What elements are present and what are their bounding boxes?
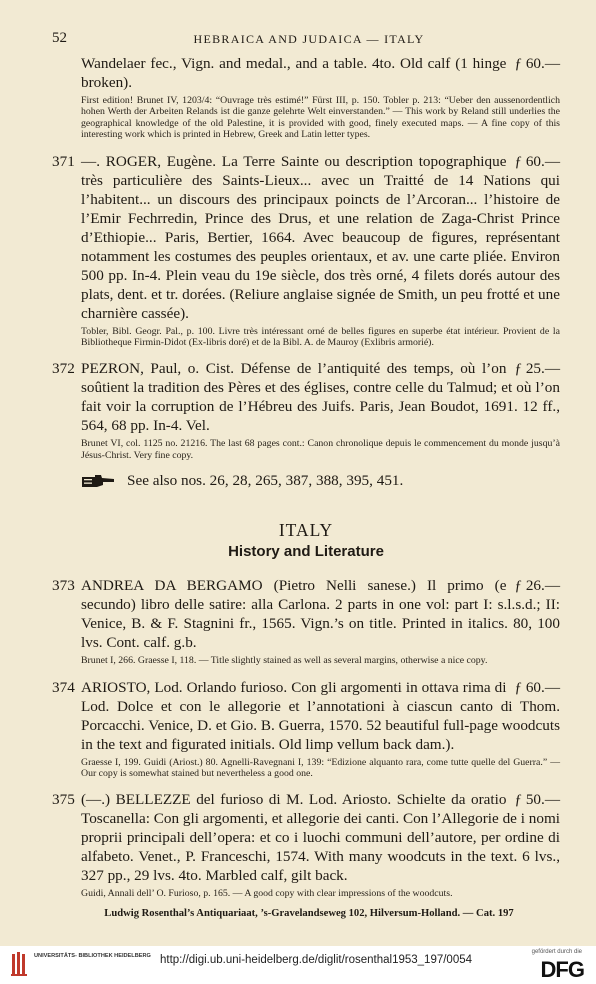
page-number: 52 — [52, 30, 67, 46]
entry-description: (—.) BELLEZZE del furioso di M. Lod. Ariosto. Schielte da oratio Toscanella: Con gli argomenti, et allegorie dei canti. Con l’Allegorie de i nomi proprii principali dell’opera: et co i luochi communi dell’autore, per ordine di alfabeto. Venet., P. Franceschi, 1574. With many woodcuts in the text. 6 lvs., 327 pp., 29 lvs. 4to. Marbled calf, gilt back. — [81, 791, 560, 885]
entry-description: ARIOSTO, Lod. Orlando furioso. Con gli argomenti in ottava rima di Lod. Dolce et con le allegorie et l’annotationi à ciascun canto di Thom. Porcacchi. Venice, D. et Gio. B. Guerra, 1570. 52 beautiful full-page woodcuts in the text and figurated initials. Old limp vellum back dam.). — [81, 678, 560, 753]
entry-description: PEZRON, Paul, o. Cist. Défense de l’antiquité des temps, où l’on soûtient la tradition des Pères et des églises, contre celle du Talmud; et où l’on fait voir la corruption de l’Hébreu des Juifs. Paris, Jean Boudot, 1691. 12 ff., 564, 68 pp. In-4. Vel. — [81, 360, 560, 435]
catalog-entry — [52, 790, 560, 899]
entry-price: ƒ 60.— — [514, 678, 560, 696]
entries-before — [52, 152, 560, 462]
catalog-entry — [52, 678, 560, 780]
entry-text — [81, 152, 560, 323]
viewer-bottom-bar — [0, 946, 596, 984]
entry-number: 374 — [52, 678, 75, 696]
entry-text — [81, 678, 560, 754]
entry-note: Tobler, Bibl. Geogr. Pal., p. 100. Livre très intéressant orné de belles figures en superbe état intérieur. Provient de la Bibliotheque Firmin-Didot (Ex-libris doré) et de la Bibl. A. de Mauroy (Exlibris armorié). — [81, 325, 560, 349]
entry-note: Brunet VI, col. 1125 no. 21216. The last 68 pages cont.: Canon chronolique depuis le commencement du monde jusqu’à Jésus-Christ. Very fine copy. — [81, 438, 560, 461]
entry-text — [81, 359, 560, 435]
page-header — [52, 30, 566, 50]
permalink[interactable]: http://digi.ub.uni-heidelberg.de/diglit/rosenthal1953_197/0054 — [160, 954, 473, 966]
catalog-entry — [52, 359, 560, 461]
pointing-hand-icon — [81, 474, 115, 488]
page-footer: Ludwig Rosenthal’s Antiquariaat, ’s-Gravelandseweg 102, Hilversum-Holland. — Cat. 197 — [104, 908, 514, 919]
entry-note: Guidi, Annali dell’ O. Furioso, p. 165. — A good copy with clear impressions of the woodcuts. — [81, 888, 453, 900]
see-also — [81, 472, 560, 490]
entry-number: 371 — [52, 152, 75, 170]
entry-text — [81, 576, 560, 652]
entry-description: —. ROGER, Eugène. La Terre Sainte ou description topographique très particulière des Saints-Lieux... avec un Traitté de 14 Nations qui l’habitent... un discours des principaux poincts de l’Arcoran... l’histoire de l’Emir Fechrredin, Prince des Drus, et une relation de Zaga-Christ Prince d’Ethiopie... Paris, Bertier, 1664. Avec beaucoup de figures, représentant notamment les costumes des peuples orientaux, et av. une carte pliée. Environ 500 pp. In-4. Plein veau du 19e siècle, dos très orné, 4 filets dorés autour des plats, dent. et tr. dorées. (Reliure anglaise signée de Smith, un peu frotté et une charnière cassée). — [81, 152, 560, 322]
entry-number: 375 — [52, 791, 75, 809]
page-content — [52, 54, 560, 911]
entry-number: 372 — [52, 360, 75, 378]
entry-text: ƒ 60.— Wandelaer fec., Vign. and medal., and a table. 4to. Old calf (1 hinge broken). — [81, 55, 560, 91]
entry-price: ƒ 26.— — [514, 577, 560, 595]
entry-price: ƒ 60.— — [514, 152, 560, 170]
entry-text — [81, 790, 560, 885]
entry-price: ƒ 25.— — [514, 360, 560, 378]
entries-after — [52, 576, 560, 900]
dfg-logo: DFG — [540, 957, 584, 982]
entry-continued — [52, 54, 560, 141]
entry-note: Brunet I, 266. Graesse I, 118. — Title slightly stained as well as several margins, otherwise a nice copy. — [81, 655, 488, 667]
catalog-entry — [52, 152, 560, 349]
catalog-entry — [52, 576, 560, 666]
section-subtitle: History and Literature — [228, 543, 384, 561]
entry-price: ƒ 60.— — [514, 55, 560, 72]
entry-note: First edition! Brunet IV, 1203/4: “Ouvrage très estimé!” Fürst III, p. 150. Tobler p. 213: “Ueber den aussenordentlich hohen Werth der Arbeiten Relands ist die ganze gelehrte Welt einverstanden.” — This work by Reland still underlies the geographical knowledge of the old Palestine, it is provided with good, finely executed maps. — A fine copy of this interesting work which is printed in Hebrew, Greek and Latin letter types. — [81, 95, 560, 141]
section-title: ITALY — [278, 520, 334, 541]
entry-number: 373 — [52, 577, 75, 595]
running-title: HEBRAICA AND JUDAICA — ITALY — [193, 32, 425, 46]
university-library-logo-icon — [10, 950, 30, 978]
entry-note: Graesse I, 199. Guidi (Ariost.) 80. Agnelli-Ravegnani I, 139: “Edizione alquanto rara, come tutte quelle del Guerra.” — Our copy is somewhat stained but nevertheless a good one. — [81, 756, 560, 780]
entry-price: ƒ 50.— — [514, 791, 560, 809]
library-name: UNIVERSITÄTS- BIBLIOTHEK HEIDELBERG — [34, 953, 151, 959]
see-also-text: See also nos. 26, 28, 265, 387, 388, 395, 451. — [127, 472, 404, 490]
entry-description: ANDREA DA BERGAMO (Pietro Nelli sanese.) Il primo (e secundo) libro delle satire: alla Carlona. 2 parts in one vol: part I: s.l.s.d.; II: Venice, B. & F. Stagnini fr., 1565. Vign.’s on title. Printed in italics. 80, 100 lvs. Cont. calf. g.b. — [81, 577, 560, 652]
funding-label: gefördert durch die — [531, 949, 582, 955]
